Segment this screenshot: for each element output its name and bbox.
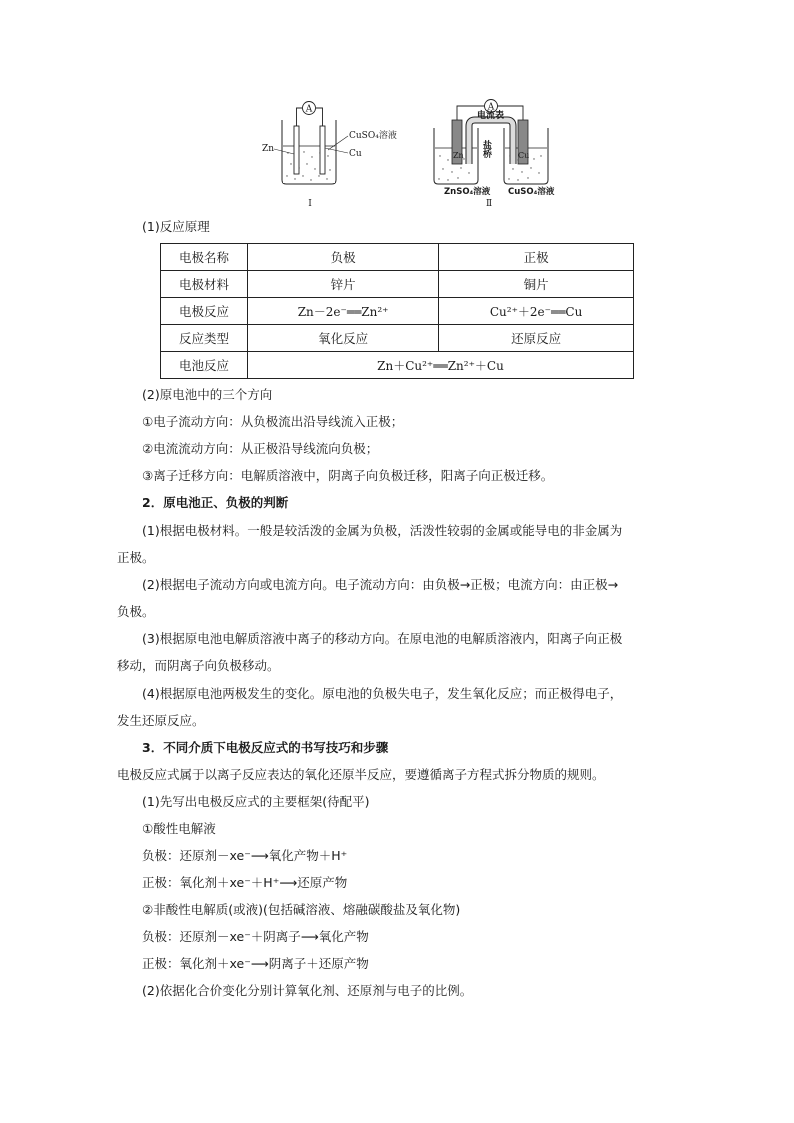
table-cell-positive-equation: Cu²⁺＋2e⁻══Cu bbox=[439, 298, 634, 325]
table-cell-positive: 正极 bbox=[439, 244, 634, 271]
table-row-label: 反应类型 bbox=[161, 325, 248, 352]
cell-1-zn-label: Zn bbox=[262, 144, 275, 154]
text-line: (3)根据原电池电解质溶液中离子的移动方向。在原电池的电解质溶液内，阳离子向正极 bbox=[142, 631, 623, 646]
table-row-label: 电极材料 bbox=[161, 271, 248, 298]
cell-1-diagram bbox=[262, 102, 397, 210]
table-row-label: 电极名称 bbox=[161, 244, 248, 271]
section-heading: 2．原电池正、负极的判断 bbox=[142, 495, 289, 510]
text-line: 负极。 bbox=[117, 604, 155, 619]
table-row bbox=[161, 271, 634, 298]
cell-1-solution-label: CuSO₄溶液 bbox=[349, 131, 397, 141]
cell-2-left-solution: ZnSO₄溶液 bbox=[444, 187, 491, 197]
text-line: 正极：氧化剂＋xe⁻⟶阴离子＋还原产物 bbox=[142, 956, 369, 971]
text-line: ①电子流动方向：从负极流出沿导线流入正极； bbox=[142, 414, 404, 429]
table-row bbox=[161, 325, 634, 352]
text-line: 电极反应式属于以离子反应表达的氧化还原半反应，要遵循离子方程式拆分物质的规则。 bbox=[117, 767, 605, 782]
text-line: ①酸性电解液 bbox=[142, 821, 216, 836]
table-row bbox=[161, 298, 634, 325]
figures-svg bbox=[258, 98, 568, 216]
text-line: 负极：还原剂－xe⁻⟶氧化产物＋H⁺ bbox=[142, 848, 348, 863]
cell-2-ammeter-label: 电流表 bbox=[477, 111, 505, 121]
text-line: (1)根据电极材料。一般是较活泼的金属为负极，活泼性较弱的金属或能导电的非金属为 bbox=[142, 523, 623, 538]
text-line: ②非酸性电解质(或液)(包括碱溶液、熔融碳酸盐及氧化物) bbox=[142, 902, 461, 917]
cell-2-diagram bbox=[434, 100, 555, 210]
text-line: (1)先写出电极反应式的主要框架(待配平) bbox=[142, 794, 370, 809]
section-heading: 3．不同介质下电极反应式的书写技巧和步骤 bbox=[142, 740, 389, 755]
text-line: 发生还原反应。 bbox=[117, 713, 205, 728]
text-line: (4)根据原电池两极发生的变化。原电池的负极失电子，发生氧化反应；而正极得电子， bbox=[142, 686, 623, 701]
cell-1-number: Ⅰ bbox=[308, 199, 312, 209]
text-line: 正极：氧化剂＋xe⁻＋H⁺⟶还原产物 bbox=[142, 875, 348, 890]
text-line: 正极。 bbox=[117, 550, 155, 565]
text-line: (2)依据化合价变化分别计算氧化剂、还原剂与电子的比例。 bbox=[142, 983, 473, 998]
reaction-table bbox=[160, 243, 634, 379]
table-row-label: 电池反应 bbox=[161, 352, 248, 379]
cell-1-meter-symbol: A bbox=[305, 104, 313, 115]
cell-2-salt-bridge-label: 盐桥 bbox=[481, 140, 491, 158]
cell-2-meter-symbol: A bbox=[487, 102, 495, 113]
text-line: 负极：还原剂－xe⁻＋阴离子⟶氧化产物 bbox=[142, 929, 369, 944]
galvanic-cell-figures bbox=[258, 98, 568, 216]
table-cell-negative: 锌片 bbox=[248, 271, 439, 298]
cell-2-number: Ⅱ bbox=[485, 199, 493, 209]
text-line: ③离子迁移方向：电解质溶液中，阴离子向负极迁移，阳离子向正极迁移。 bbox=[142, 468, 554, 483]
cell-2-right-solution: CuSO₄溶液 bbox=[508, 187, 555, 197]
table-cell-positive: 还原反应 bbox=[439, 325, 634, 352]
section-heading-reaction-principle: (1)反应原理 bbox=[142, 219, 210, 234]
table-cell-negative: 负极 bbox=[248, 244, 439, 271]
text-line: ②电流流动方向：从正极沿导线流向负极； bbox=[142, 441, 379, 456]
table-cell-cell-reaction: Zn＋Cu²⁺══Zn²⁺＋Cu bbox=[248, 352, 634, 379]
table-cell-positive: 铜片 bbox=[439, 271, 634, 298]
cell-1-cu-label: Cu bbox=[349, 149, 362, 159]
cell-2-zn-label: Zn bbox=[453, 151, 464, 160]
text-line: (2)原电池中的三个方向 bbox=[142, 387, 273, 402]
table-cell-negative-equation: Zn－2e⁻══Zn²⁺ bbox=[248, 298, 439, 325]
text-line: (2)根据电子流动方向或电流方向。电子流动方向：由负极→正极；电流方向：由正极→ bbox=[142, 577, 619, 592]
text-line: 移动，而阴离子向负极移动。 bbox=[117, 658, 280, 673]
table-row bbox=[161, 244, 634, 271]
cell-2-cu-label: Cu bbox=[518, 151, 530, 160]
table-cell-negative: 氧化反应 bbox=[248, 325, 439, 352]
table-row bbox=[161, 352, 634, 379]
table-row-label: 电极反应 bbox=[161, 298, 248, 325]
